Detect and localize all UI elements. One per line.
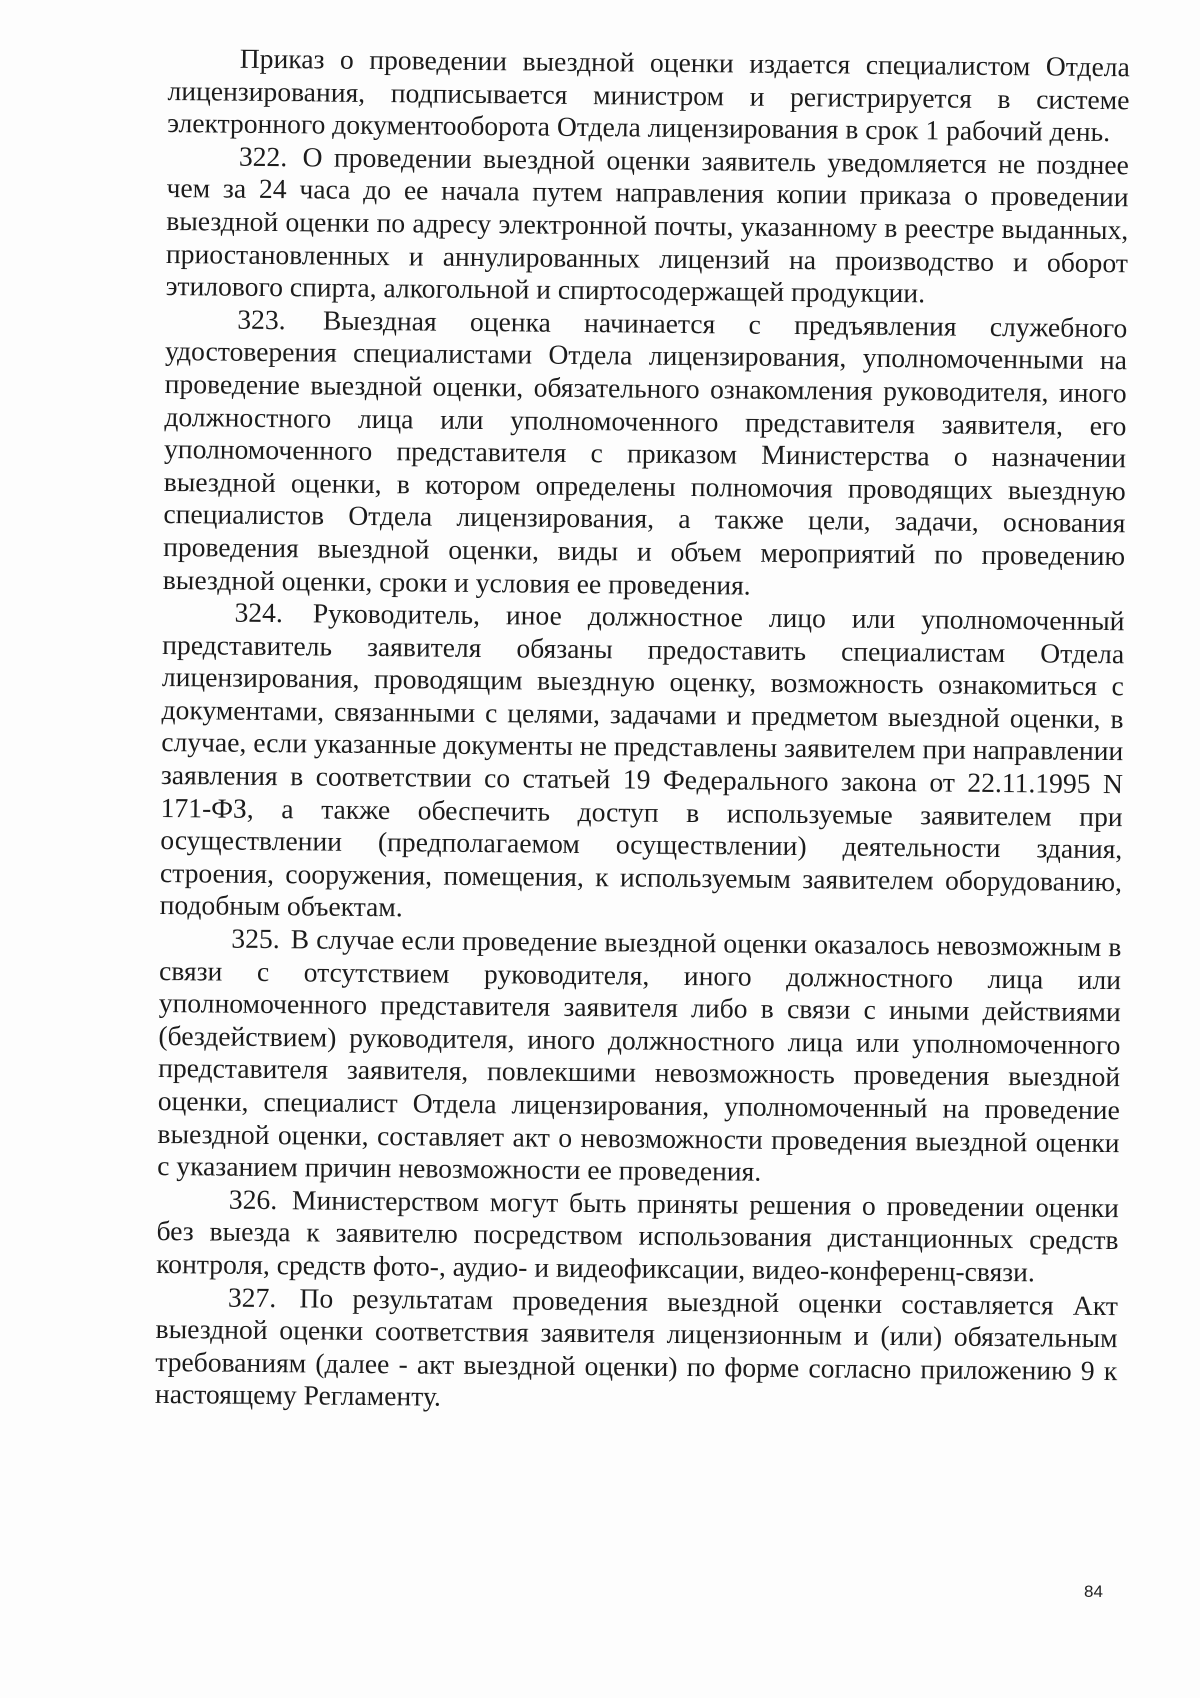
paragraph-number: 325. xyxy=(231,922,280,955)
page-number: 84 xyxy=(1084,1582,1103,1601)
paragraph-text: Выездная оценка начинается с предъявления служебного удостоверения специалистами Отдела лицензирования, уполномоченными на проведение выездной оценки, обязательного ознакомления руководителя, иного должностного лица или уполномоченного представителя заявителя, его уполномоченного представителя с приказом Министерства о назначении выездной оценки, в котором определены полномочия проводящих выездную специалистов Отдела лицензирования, а также цели, задачи, основания проведения выездной оценки, виды и объем мероприятий по проведению выездной оценки, сроки и условия ее проведения. xyxy=(162,304,1128,601)
paragraph-327 xyxy=(155,1281,1118,1421)
paragraph-number: 323. xyxy=(237,303,286,335)
paragraph-number: 324. xyxy=(234,596,283,629)
paragraph-text: Министерством могут быть приняты решения о проведении оценки без выезда к заявителю посредством использования дистанционных средств контроля, средств фото-, аудио- и видеофиксации, видео-конференц-связи. xyxy=(156,1184,1120,1288)
paragraph-text: В случае если проведение выездной оценки оказалось невозможным в связи с отсутствием руководителя, иного должностного лица или уполномоченного представителя заявителя либо в связи с иными действиями (бездействием) руководителя, иного должностного лица или уполномоченного представителя заявителя, повлекшими невозможность проведения выездной оценки, специалист Отдела лицензирования, уполномоченный на проведение выездной оценки, составляет акт о невозможности проведения выездной оценки с указанием причин невозможности ее проведения. xyxy=(157,923,1122,1187)
paragraph-text: Приказ о проведении выездной оценки издается специалистом Отдела лицензирования, подписывается министром и регистрируется в системе электронного документооборота Отдела лицензирования в срок 1 рабочий день. xyxy=(167,42,1130,148)
paragraph-323 xyxy=(163,303,1128,606)
paragraph-text: Руководитель, иное должностное лицо или уполномоченный представитель заявителя обязаны предоставить специалистам Отдела лицензирования, проводящим выездную оценку, возможность ознакомиться с документами, связанными с целями, задачами и предметом выездной оценки, в случае, если указанные документы не представлены заявителем при направлении заявления в соответствии со статьей 19 Федерального закона от 22.11.1995 N 171-ФЗ, а также обеспечить доступ в используемые заявителем при осуществлении (предполагаемом осуществлении) деятельности здания, строения, сооружения, помещения, к используемым заявителем оборудованию, подобным объектам. xyxy=(159,597,1125,923)
paragraph-322 xyxy=(165,140,1129,312)
paragraph-text: О проведении выездной оценки заявитель уведомляется не позднее чем за 24 часа до ее начала путем направления копии приказа о проведении выездной оценки по адресу электронной почты, указанному в реестре выданных, приостановленных и аннулированных лицензий на производство и оборот этилового спирта, алкогольной и спиртосодержащей продукции. xyxy=(165,141,1130,309)
paragraph-text: По результатам проведения выездной оценки составляется Акт выездной оценки соответствия заявителя лицензионным и (или) обязательным требованиям (далее - акт выездной оценки) по форме согласно приложению 9 к настоящему Регламенту. xyxy=(154,1281,1119,1413)
paragraph-number: 322. xyxy=(238,140,288,172)
paragraph-number: 326. xyxy=(228,1183,278,1215)
paragraph-number: 327. xyxy=(227,1281,277,1313)
paragraph-325 xyxy=(157,922,1121,1192)
paragraph-324 xyxy=(160,596,1125,931)
paragraph-326 xyxy=(156,1183,1119,1290)
paragraph-intro xyxy=(167,42,1130,149)
document-body xyxy=(155,42,1130,1420)
